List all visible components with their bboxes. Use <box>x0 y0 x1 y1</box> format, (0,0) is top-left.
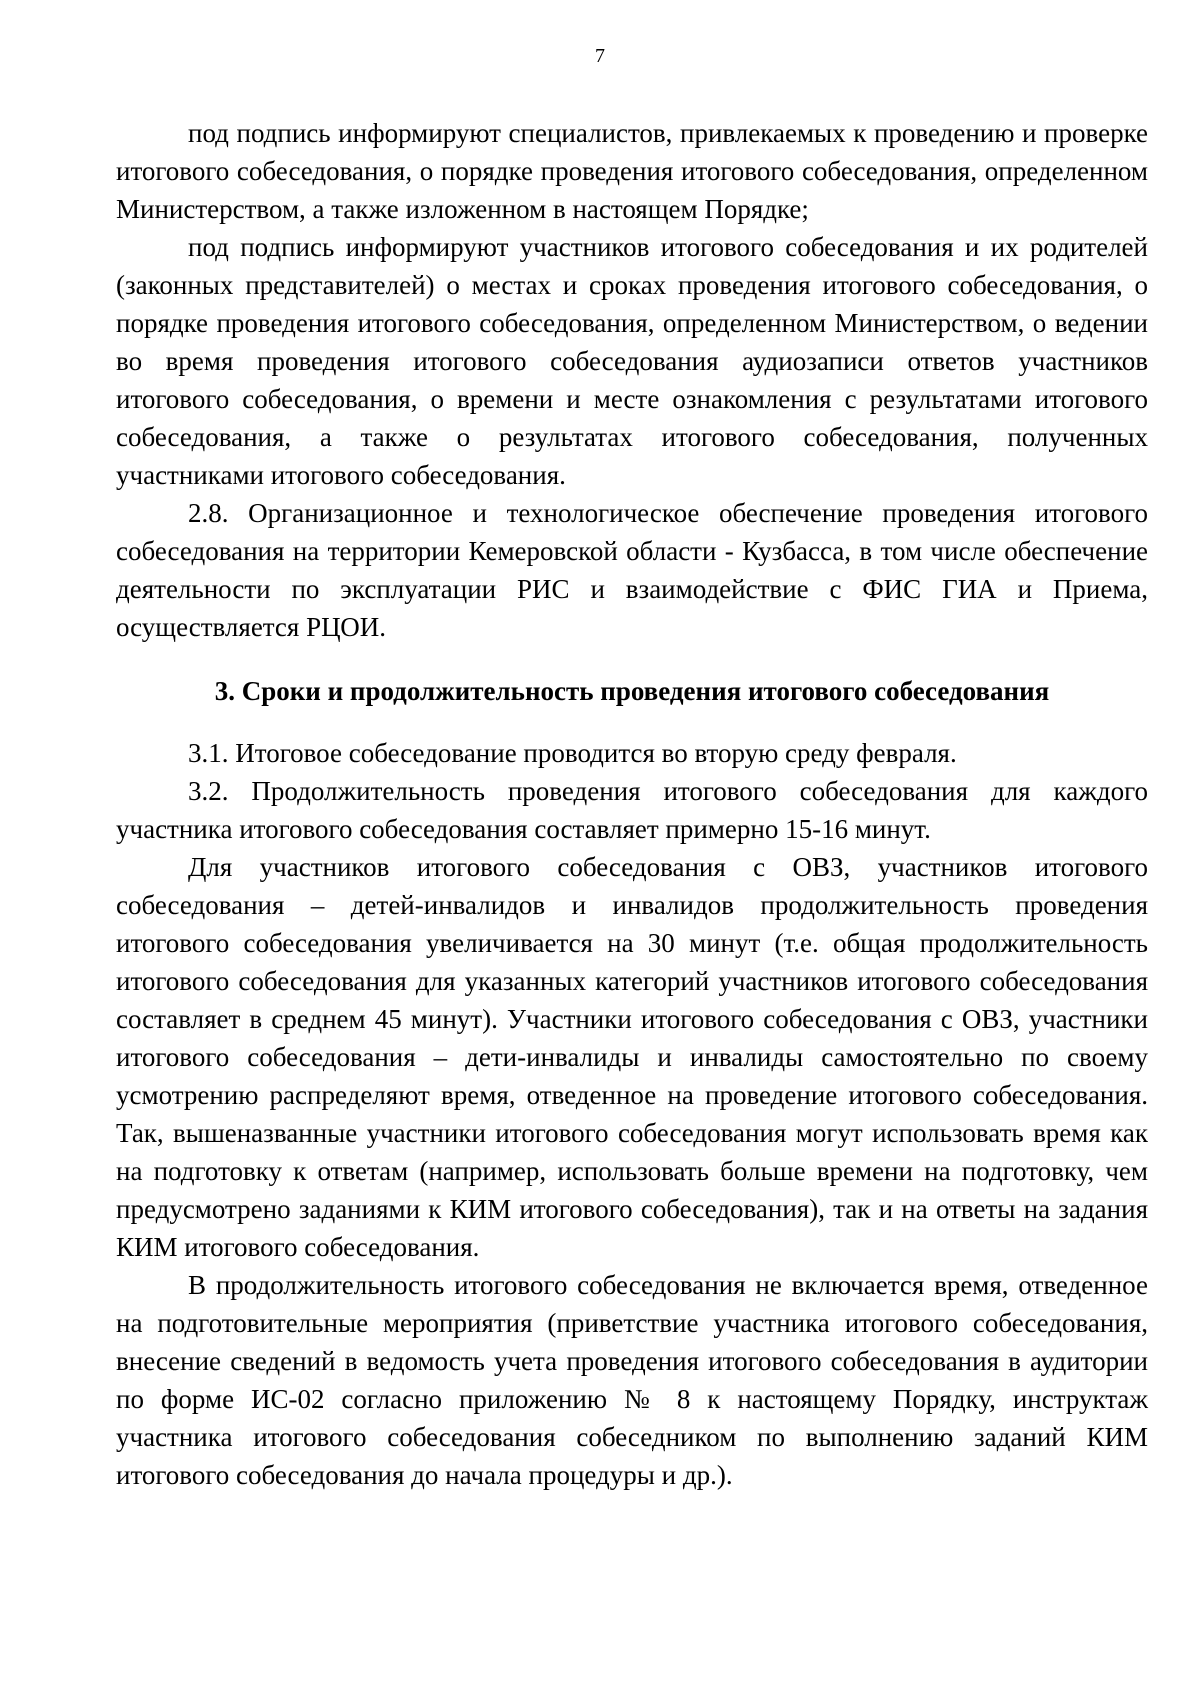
document-body <box>116 114 1148 1494</box>
paragraph-inform-specialists: под подпись информируют специалистов, привлекаемых к проведению и проверке итогового собеседования, о порядке проведения итогового собеседования, определенном Министерством, а также изложенном в настоящем Порядке; <box>116 118 1148 224</box>
paragraph-ovz-duration: Для участников итогового собеседования с ОВЗ, участников итогового собеседования – детей-инвалидов и инвалидов продолжительность проведения итогового собеседования увеличивается на 30 минут (т.е. общая продолжительность итогового собеседования для указанных категорий участников итогового собеседования составляет в среднем 45 минут). Участники итогового собеседования с ОВЗ, участники итогового собеседования – дети-инвалиды и инвалиды самостоятельно по своему усмотрению распределяют время, отведенное на проведение итогового собеседования. Так, вышеназванные участники итогового собеседования могут использовать время как на подготовку к ответам (например, использовать больше времени на подготовку, чем предусмотрено заданиями к КИМ итогового собеседования), так и на ответы на задания КИМ итогового собеседования. <box>116 852 1148 1262</box>
paragraph-3-2: 3.2. Продолжительность проведения итогового собеседования для каждого участника итогового собеседования составляет примерно 15-16 минут. <box>116 776 1148 844</box>
paragraph-2-8: 2.8. Организационное и технологическое обеспечение проведения итогового собеседования на территории Кемеровской области - Кузбасса, в том числе обеспечение деятельности по эксплуатации РИС и взаимодействие с ФИС ГИА и Приема, осуществляется РЦОИ. <box>116 498 1148 642</box>
paragraph-inform-participants: под подпись информируют участников итогового собеседования и их родителей (законных представителей) о местах и сроках проведения итогового собеседования, о порядке проведения итогового собеседования, определенном Министерством, о ведении во время проведения итогового собеседования аудиозаписи ответов участников итогового собеседования, о времени и месте ознакомления с результатами итогового собеседования, а также о результатах итогового собеседования, полученных участниками итогового собеседования. <box>116 232 1148 490</box>
page-number: 7 <box>595 45 605 67</box>
paragraph-3-1: 3.1. Итоговое собеседование проводится во вторую среду февраля. <box>188 738 957 768</box>
paragraph-excluded-time: В продолжительность итогового собеседования не включается время, отведенное на подготовительные мероприятия (приветствие участника итогового собеседования, внесение сведений в ведомость учета проведения итогового собеседования в аудитории по форме ИС-02 согласно приложению № 8 к настоящему Порядку, инструктаж участника итогового собеседования собеседником по выполнению заданий КИМ итогового собеседования до начала процедуры и др.). <box>116 1270 1148 1490</box>
section-3-heading: 3. Сроки и продолжительность проведения итогового собеседования <box>214 676 1050 706</box>
